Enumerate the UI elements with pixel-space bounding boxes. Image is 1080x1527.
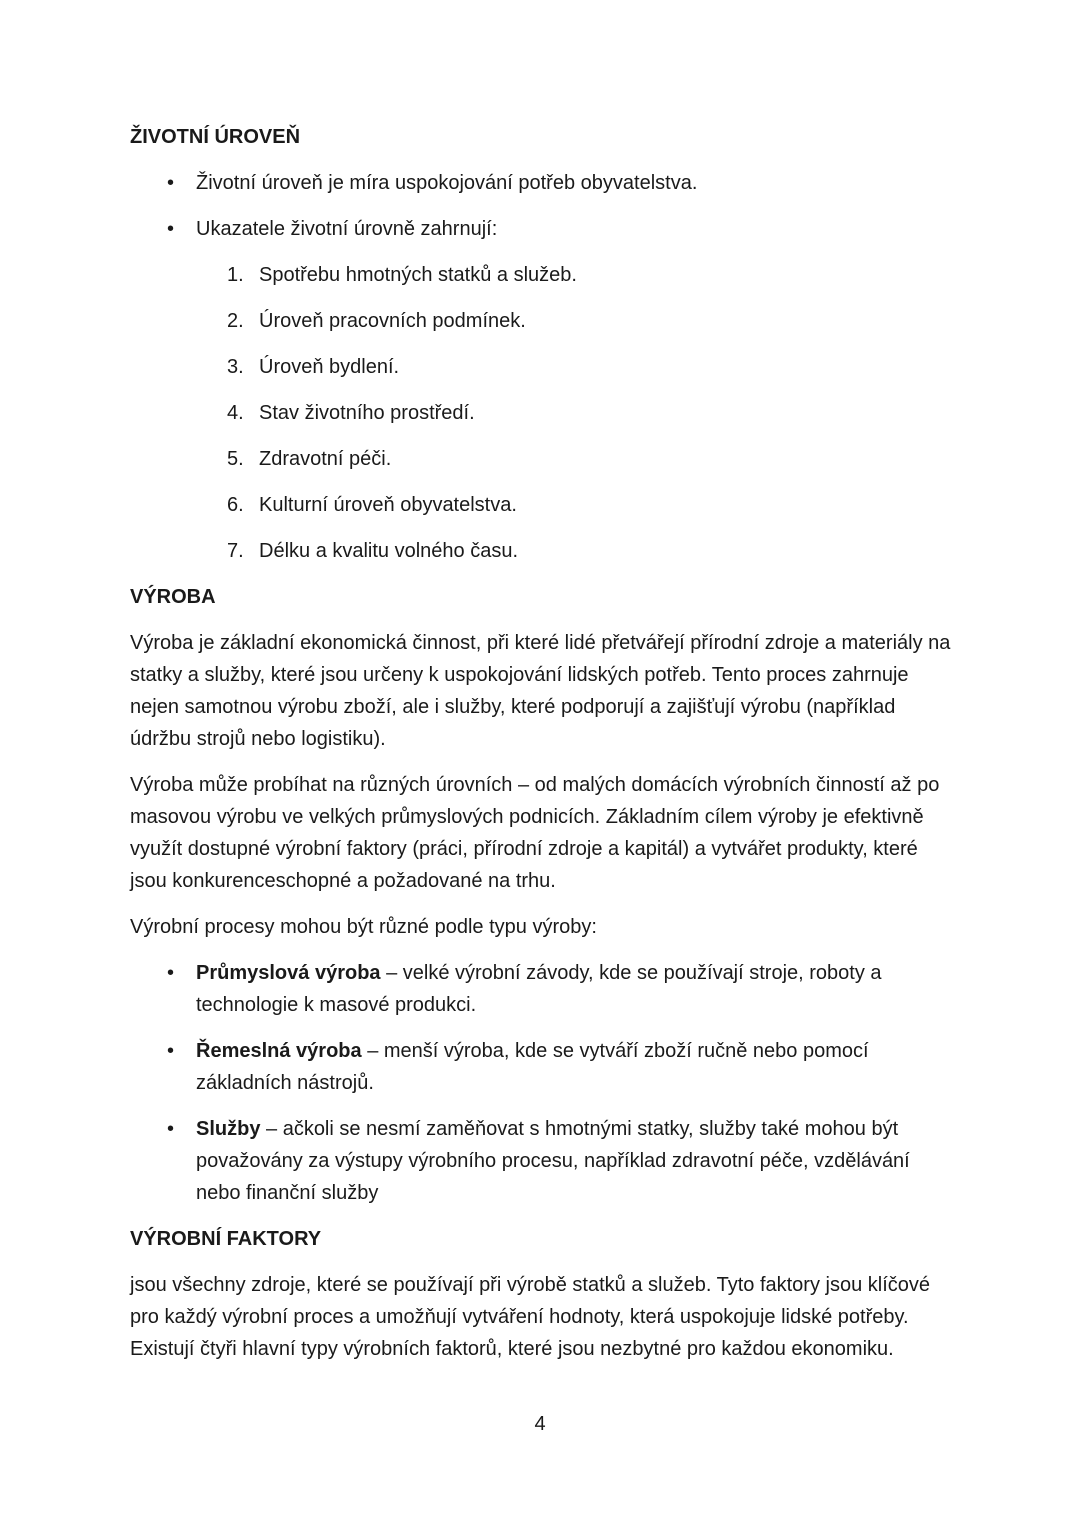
document-content — [130, 121, 954, 1379]
list-item — [130, 213, 954, 245]
numbered-item — [130, 535, 954, 567]
numbered-item — [130, 397, 954, 429]
numbered-item — [130, 489, 954, 521]
item-text: Úroveň pracovních podmínek. — [259, 310, 526, 332]
numbered-item — [130, 259, 954, 291]
item-text: Zdravotní péči. — [259, 448, 392, 470]
item-text: Stav životního prostředí. — [259, 402, 475, 424]
item-text: Úroveň bydlení. — [259, 356, 400, 378]
bullet-term: Řemeslná výroba — [196, 1040, 362, 1062]
bullet-text: Životní úroveň je míra uspokojování potřeb obyvatelstva. — [196, 172, 698, 194]
item-number: 5. — [227, 448, 244, 470]
item-number: 6. — [227, 494, 244, 516]
production-types-bullet-list — [130, 957, 954, 1209]
bullet-text: Ukazatele životní úrovně zahrnují: — [196, 218, 498, 240]
bullet-term: Průmyslová výroba — [196, 962, 381, 984]
item-text: Spotřebu hmotných statků a služeb. — [259, 264, 577, 286]
item-number: 7. — [227, 540, 244, 562]
bullet-text: – velké výrobní závody, kde se používají stroje, roboty a technologie k masové produkci. — [196, 962, 882, 1016]
paragraph: Výroba je základní ekonomická činnost, při které lidé přetvářejí přírodní zdroje a materiály na statky a služby, které jsou určeny k uspokojování lidských potřeb. Tento proces zahrnuje nejen samotnou výrobu zboží, ale i služby, které podporují a zajišťují výrobu (například údržbu strojů nebo logistiku). — [130, 632, 951, 750]
item-number: 4. — [227, 402, 244, 424]
item-number: 1. — [227, 264, 244, 286]
list-item — [130, 957, 954, 1021]
bullet-term: Služby — [196, 1118, 261, 1140]
list-item — [130, 1035, 954, 1099]
paragraph: Výroba může probíhat na různých úrovních – od malých domácích výrobních činností až po masovou výrobu ve velkých průmyslových podnicích. Základním cílem výroby je efektivně využít dostupné výrobní faktory (práci, přírodní zdroje a kapitál) a vytvářet produkty, které jsou konkurenceschopné a požadované na trhu. — [130, 774, 940, 892]
living-standard-numbered-list — [130, 259, 954, 567]
page-number: 4 — [534, 1413, 546, 1435]
item-number: 3. — [227, 356, 244, 378]
list-item — [130, 1113, 954, 1209]
item-text: Délku a kvalitu volného času. — [259, 540, 519, 562]
numbered-item — [130, 305, 954, 337]
item-text: Kulturní úroveň obyvatelstva. — [259, 494, 517, 516]
bullet-text: – menší výroba, kde se vytváří zboží ručně nebo pomocí základních nástrojů. — [196, 1040, 869, 1094]
section-heading-production: VÝROBA — [130, 586, 216, 608]
section-heading-production-factors: VÝROBNÍ FAKTORY — [130, 1228, 322, 1250]
numbered-item — [130, 443, 954, 475]
list-item — [130, 167, 954, 199]
bullet-text: – ačkoli se nesmí zaměňovat s hmotnými statky, služby také mohou být považovány za výstupy výrobního procesu, například zdravotní péče, vzdělávání nebo finanční služby — [196, 1118, 910, 1204]
section-heading-living-standard: ŽIVOTNÍ ÚROVEŇ — [130, 126, 301, 148]
paragraph: Výrobní procesy mohou být různé podle typu výroby: — [130, 916, 597, 938]
paragraph: jsou všechny zdroje, které se používají při výrobě statků a služeb. Tyto faktory jsou klíčové pro každý výrobní proces a umožňují vytváření hodnoty, která uspokojuje lidské potřeby. Existují čtyři hlavní typy výrobních faktorů, které jsou nezbytné pro každou ekonomiku. — [130, 1274, 931, 1360]
living-standard-bullet-list — [130, 167, 954, 245]
numbered-item — [130, 351, 954, 383]
item-number: 2. — [227, 310, 244, 332]
